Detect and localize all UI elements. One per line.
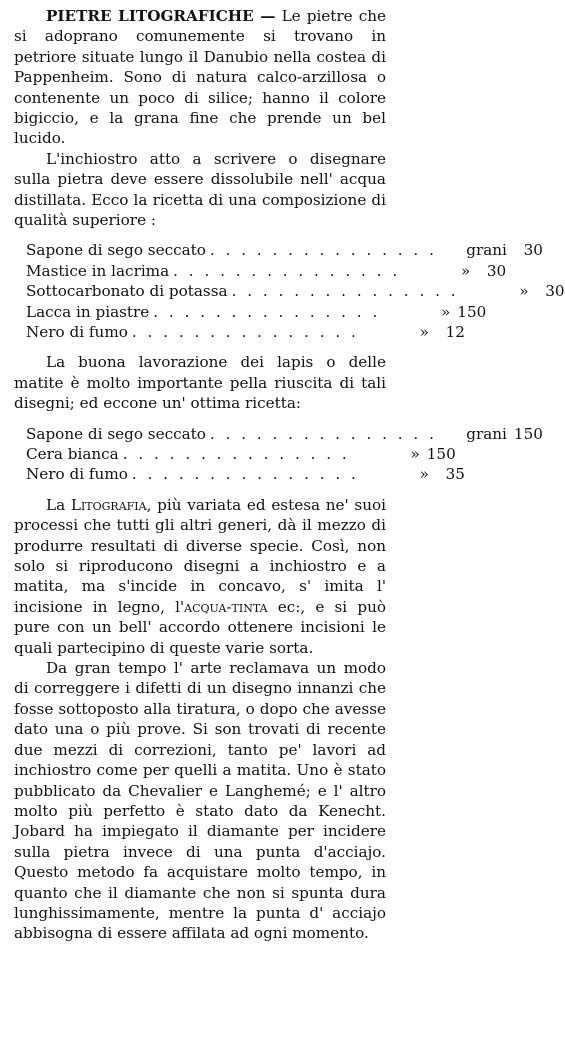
recipe-row: Sapone di sego seccato . . . . . . . . . . . . . . . grani 30: [26, 241, 543, 260]
ingredient-unit: grani: [466, 241, 507, 260]
recipe-row: Cera bianca . . . . . . . . . . . . . . . » 150: [26, 445, 456, 464]
ingredient-quantity: 150: [457, 302, 487, 321]
ingredient-name: Nero di fumo: [26, 323, 128, 342]
section-heading: PIETRE LITOGRAFICHE —: [46, 7, 276, 25]
ingredient-quantity: 30: [545, 282, 565, 301]
ingredient-unit: »: [460, 261, 471, 280]
recipe-row: Mastice in lacrima . . . . . . . . . . . . . . . » 30: [26, 261, 507, 280]
acquatinta-term: acqua-tinta: [184, 597, 268, 616]
recipe-row: Sapone di sego seccato . . . . . . . . . . . . . . . grani 150: [26, 424, 543, 443]
ingredient-name: Sapone di sego seccato: [26, 424, 206, 443]
ingredient-quantity: 30: [486, 261, 507, 280]
ingredient-quantity: 150: [513, 424, 543, 443]
lithography-text: , più variata ed estesa ne' suoi processi che tutti gli altri generi, dà il mezzo di produrre resultati di diverse specie. Così, non solo si riproducono disegni a inchiostro e a matita, ma s'incide in concavo, s' imita l' incisione in legno, l': [14, 495, 386, 616]
ingredient-unit: »: [419, 465, 429, 484]
lithography-term: Litografia: [70, 495, 147, 514]
lithography-text-end: ec:, e si può pure con un bell' accordo ottenere incisioni le quali partecipino di queste varie sorta.: [14, 597, 386, 657]
lithography-lead: La: [46, 495, 66, 514]
ingredient-quantity: 35: [445, 465, 465, 484]
ingredient-unit: »: [441, 302, 451, 321]
ink-recipe: [26, 240, 565, 342]
paragraph-lithography: [14, 495, 386, 658]
ingredient-name: Lacca in piastre: [26, 302, 150, 321]
ingredient-quantity: 150: [426, 445, 456, 464]
ingredient-name: Nero di fumo: [26, 465, 128, 484]
ingredient-unit: »: [519, 282, 529, 301]
recipe-row: Sottocarbonato di potassa . . . . . . . . . . . . . . . » 30: [26, 282, 565, 301]
paragraph-intro-text: Le pietre che si adoprano comunemente si trovano in petriore situate lungo il Danubio nella costea di Pappenheim. Sono di natura calco-arzillosa o contenente un poco di silice; hanno il colore bigiccio, e la grana fine che prende un bel lucido.: [14, 7, 386, 148]
paragraph-pencils: La buona lavorazione dei lapis o delle matite è molto importante pella riuscita di tali disegni; ed eccone un' ottima ricetta:: [14, 353, 386, 413]
recipe-row: Lacca in piastre . . . . . . . . . . . . . . . » 150: [26, 302, 487, 321]
ingredient-unit: »: [419, 323, 429, 342]
paragraph-corrections: Da gran tempo l' arte reclamava un modo di correggere i difetti di un disegno innanzi che fosse sottoposto alla tiratura, o dopo che avesse dato una o più prove. Si son trovati di recente due mezzi di correzioni, tanto pe' lavori ad inchiostro come per quelli a matita. Uno è stato pubblicato da Chevalier e Langhemé; e l' altro molto più perfetto è stato dato da Kenecht. Jobard ha impiegato il diamante per incidere sulla pietra invece di una punta d'acciajo. Questo metodo fa acquistare molto tempo, in quanto che il diamante che non si spunta dura lunghissimamente, mentre la punta d' acciajo abbisogna di essere affilata ad ogni momento.: [14, 659, 386, 943]
ingredient-name: Mastice in lacrima: [26, 261, 170, 280]
ingredient-name: Sapone di sego seccato: [26, 241, 206, 260]
ingredient-name: Sottocarbonato di potassa: [26, 282, 228, 301]
paragraph-ink: L'inchiostro atto a scrivere o disegnare sulla pietra deve essere dissolubile nell' acqua distillata. Ecco la ricetta di una composizione di qualità superiore :: [14, 149, 386, 230]
pencil-recipe: [26, 424, 543, 485]
ingredient-unit: grani: [466, 424, 507, 443]
ingredient-unit: »: [410, 445, 420, 464]
ingredient-name: Cera bianca: [26, 445, 119, 464]
paragraph-intro: [14, 6, 386, 149]
recipe-row: Nero di fumo . . . . . . . . . . . . . . . » 12: [26, 323, 465, 342]
ingredient-quantity: 12: [445, 323, 465, 342]
recipe-row: Nero di fumo . . . . . . . . . . . . . . . » 35: [26, 465, 465, 484]
ingredient-quantity: 30: [523, 241, 543, 260]
